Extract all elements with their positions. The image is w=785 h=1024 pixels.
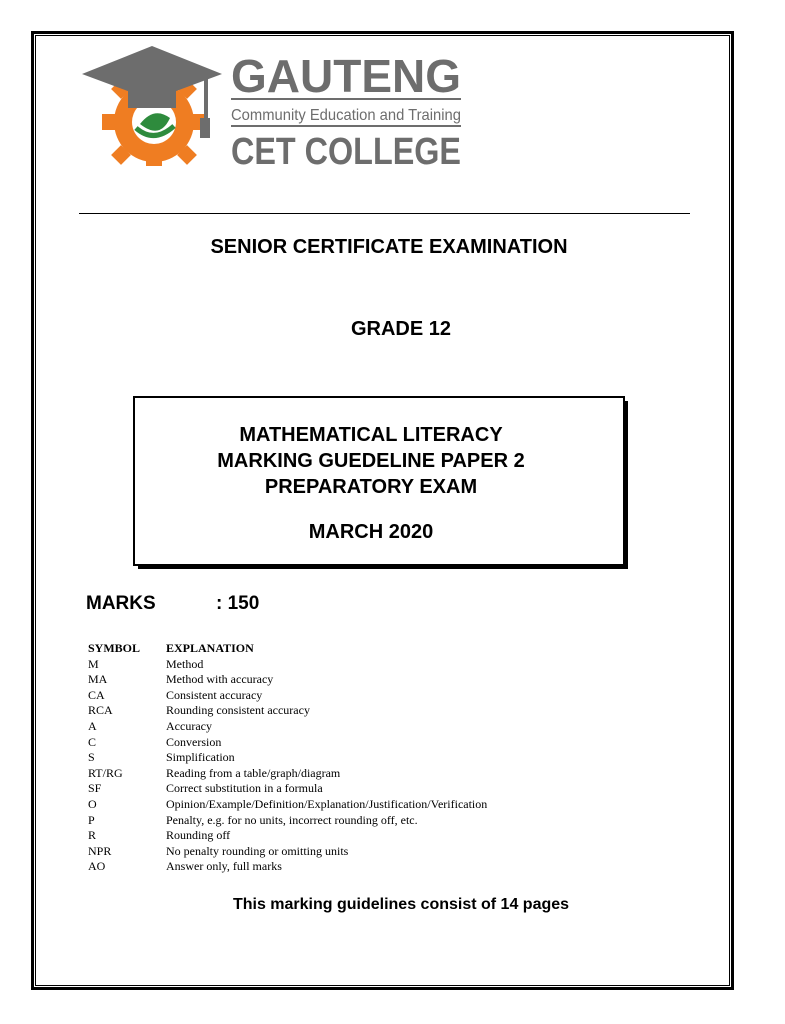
legend-symbol: R xyxy=(88,828,97,843)
legend-explanation: Consistent accuracy xyxy=(166,687,263,702)
legend-row xyxy=(88,703,487,719)
legend-header-explanation: EXPLANATION xyxy=(166,641,254,655)
legend-row xyxy=(88,828,487,844)
legend-row xyxy=(88,859,487,875)
legend-row xyxy=(88,797,487,813)
legend-explanation: Method with accuracy xyxy=(166,672,274,687)
exam-type: PREPARATORY EXAM xyxy=(264,476,478,498)
legend-symbol: RCA xyxy=(88,703,113,718)
legend-symbol: RT/RG xyxy=(88,765,123,780)
legend-explanation: Answer only, full marks xyxy=(166,859,282,874)
legend-header xyxy=(88,641,487,657)
title-box xyxy=(133,396,625,566)
legend-symbol: SF xyxy=(88,781,102,796)
legend-explanation: Reading from a table/graph/diagram xyxy=(166,765,341,780)
legend-row xyxy=(88,766,487,782)
legend-explanation: Accuracy xyxy=(166,718,212,733)
divider-line xyxy=(79,213,690,214)
legend-row xyxy=(88,844,487,860)
marks-value: : 150 xyxy=(216,593,260,614)
legend-symbol: O xyxy=(88,796,97,811)
legend-explanation: No penalty rounding or omitting units xyxy=(166,843,349,858)
exam-date: MARCH 2020 xyxy=(308,521,434,543)
paper-title: MARKING GUEDELINE PAPER 2 xyxy=(217,450,525,472)
legend-explanation: Conversion xyxy=(166,734,222,749)
legend-row xyxy=(88,813,487,829)
legend-explanation: Correct substitution in a formula xyxy=(166,781,323,796)
logo-tagline: Community Education and Training xyxy=(231,107,461,124)
legend-header-symbol: SYMBOL xyxy=(88,641,141,655)
legend-row xyxy=(88,657,487,673)
legend-row xyxy=(88,719,487,735)
legend-row xyxy=(88,781,487,797)
legend-row xyxy=(88,688,487,704)
legend-symbol: CA xyxy=(88,687,105,702)
exam-title: SENIOR CERTIFICATE EXAMINATION xyxy=(210,236,568,258)
legend-row xyxy=(88,735,487,751)
symbol-legend xyxy=(88,641,487,875)
legend-row xyxy=(88,750,487,766)
legend-symbol: S xyxy=(88,750,95,765)
logo-college: CET COLLEGE xyxy=(231,131,461,173)
legend-symbol: NPR xyxy=(88,843,112,858)
subject-title: MATHEMATICAL LITERACY xyxy=(239,424,503,446)
legend-explanation: Method xyxy=(166,656,204,671)
legend-symbol: P xyxy=(88,812,95,827)
legend-explanation: Opinion/Example/Definition/Explanation/Justification/Verification xyxy=(166,796,488,811)
legend-explanation: Rounding off xyxy=(166,828,231,843)
legend-symbol: MA xyxy=(88,672,108,687)
legend-row xyxy=(88,672,487,688)
marks-label: MARKS xyxy=(86,593,156,614)
legend-symbol: M xyxy=(88,656,99,671)
legend-explanation: Penalty, e.g. for no units, incorrect rounding off, etc. xyxy=(166,812,418,827)
page-count-note: This marking guidelines consist of 14 pages xyxy=(232,896,570,913)
legend-explanation: Simplification xyxy=(166,750,235,765)
logo-name: GAUTENG xyxy=(231,50,461,102)
legend-symbol: A xyxy=(88,718,97,733)
legend-symbol: AO xyxy=(88,859,106,874)
grade-heading: GRADE 12 xyxy=(350,318,452,340)
legend-symbol: C xyxy=(88,734,97,749)
legend-explanation: Rounding consistent accuracy xyxy=(166,703,310,718)
college-logo xyxy=(80,44,470,174)
